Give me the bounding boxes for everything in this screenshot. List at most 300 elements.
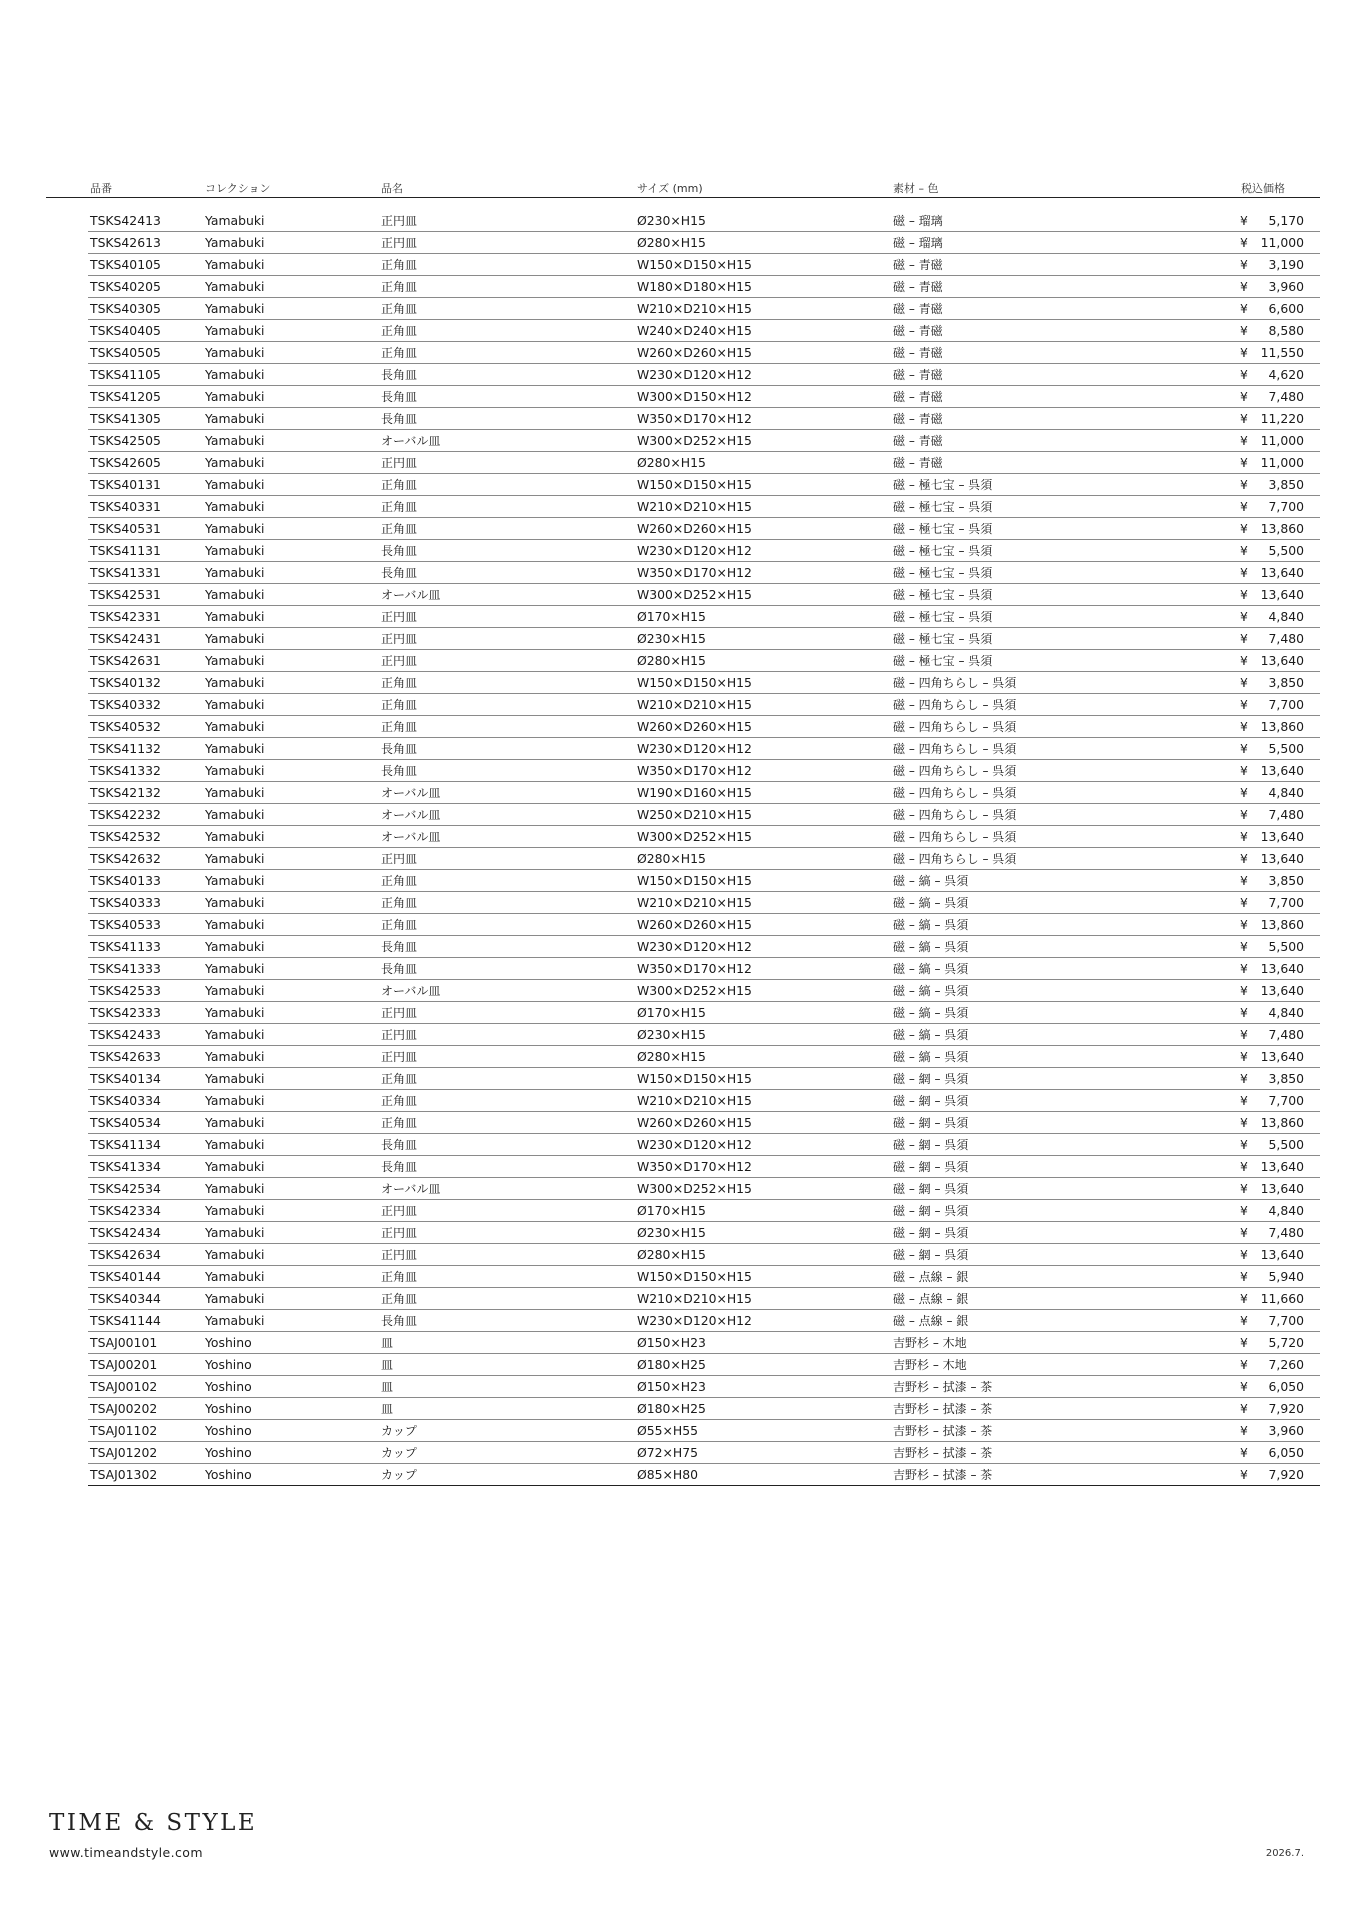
table-row	[0, 518, 1358, 540]
table-row	[0, 1046, 1358, 1068]
price: 13,640	[1260, 1247, 1304, 1262]
material-color: 磁 – 網 – 呉須	[893, 1226, 969, 1240]
product-name: 皿	[381, 1336, 394, 1350]
product-code: TSKS41333	[90, 961, 161, 976]
collection-name: Yamabuki	[205, 345, 265, 360]
material-color: 磁 – 網 – 呉須	[893, 1072, 969, 1086]
material-color: 磁 – 四角ちらし – 呉須	[893, 676, 1017, 690]
price: 11,000	[1260, 235, 1304, 250]
product-size: Ø85×H80	[637, 1467, 698, 1482]
product-size: W350×D170×H12	[637, 961, 752, 976]
price: 7,480	[1268, 1027, 1304, 1042]
material-color: 磁 – 網 – 呉須	[893, 1204, 969, 1218]
collection-name: Yoshino	[205, 1467, 252, 1482]
table-row	[0, 342, 1358, 364]
product-size: W230×D120×H12	[637, 367, 752, 382]
product-code: TSKS42631	[90, 653, 161, 668]
collection-name: Yamabuki	[205, 257, 265, 272]
product-size: W230×D120×H12	[637, 939, 752, 954]
material-color: 磁 – 青磁	[893, 390, 943, 404]
product-code: TSKS40534	[90, 1115, 161, 1130]
product-code: TSKS42531	[90, 587, 161, 602]
product-code: TSKS42632	[90, 851, 161, 866]
currency-symbol: ¥	[1240, 1071, 1248, 1086]
product-name: 長角皿	[381, 962, 418, 976]
product-name: 皿	[381, 1380, 394, 1394]
price: 7,700	[1268, 895, 1304, 910]
material-color: 磁 – 網 – 呉須	[893, 1116, 969, 1130]
material-color: 磁 – 青磁	[893, 434, 943, 448]
price: 4,620	[1268, 367, 1304, 382]
product-code: TSKS42132	[90, 785, 161, 800]
currency-symbol: ¥	[1240, 697, 1248, 712]
currency-symbol: ¥	[1240, 763, 1248, 778]
price: 5,500	[1268, 543, 1304, 558]
collection-name: Yamabuki	[205, 1181, 265, 1196]
table-row	[0, 672, 1358, 694]
material-color: 磁 – 瑠璃	[893, 236, 943, 250]
table-row	[0, 914, 1358, 936]
table-row	[0, 892, 1358, 914]
collection-name: Yamabuki	[205, 631, 265, 646]
collection-name: Yamabuki	[205, 367, 265, 382]
product-code: TSKS40331	[90, 499, 161, 514]
product-name: 正角皿	[381, 676, 418, 690]
product-code: TSKS42413	[90, 213, 161, 228]
price: 7,700	[1268, 1313, 1304, 1328]
brand-logo: TIME & STYLE	[49, 1810, 258, 1836]
collection-name: Yoshino	[205, 1335, 252, 1350]
material-color: 磁 – 青磁	[893, 368, 943, 382]
collection-name: Yamabuki	[205, 1137, 265, 1152]
product-name: 長角皿	[381, 412, 418, 426]
currency-symbol: ¥	[1240, 1203, 1248, 1218]
product-code: TSAJ00202	[90, 1401, 158, 1416]
material-color: 磁 – 四角ちらし – 呉須	[893, 720, 1017, 734]
product-size: Ø150×H23	[637, 1379, 706, 1394]
table-row	[0, 496, 1358, 518]
table-row	[0, 1024, 1358, 1046]
product-size: W230×D120×H12	[637, 543, 752, 558]
price: 11,000	[1260, 455, 1304, 470]
collection-name: Yamabuki	[205, 697, 265, 712]
currency-symbol: ¥	[1240, 851, 1248, 866]
product-name: 正円皿	[381, 632, 418, 646]
product-code: TSKS42333	[90, 1005, 161, 1020]
price: 13,640	[1260, 1159, 1304, 1174]
product-code: TSKS42532	[90, 829, 161, 844]
product-code: TSKS40334	[90, 1093, 161, 1108]
material-color: 吉野杉 – 木地	[893, 1336, 967, 1350]
currency-symbol: ¥	[1240, 917, 1248, 932]
currency-symbol: ¥	[1240, 1247, 1248, 1262]
product-size: W190×D160×H15	[637, 785, 752, 800]
price: 7,480	[1268, 389, 1304, 404]
collection-name: Yamabuki	[205, 411, 265, 426]
table-row	[0, 1288, 1358, 1310]
currency-symbol: ¥	[1240, 1313, 1248, 1328]
currency-symbol: ¥	[1240, 543, 1248, 558]
currency-symbol: ¥	[1240, 631, 1248, 646]
product-size: Ø55×H55	[637, 1423, 698, 1438]
material-color: 磁 – 青磁	[893, 280, 943, 294]
product-name: 正角皿	[381, 918, 418, 932]
product-size: W350×D170×H12	[637, 1159, 752, 1174]
product-code: TSKS42232	[90, 807, 161, 822]
product-code: TSKS40332	[90, 697, 161, 712]
price: 3,850	[1268, 477, 1304, 492]
collection-name: Yamabuki	[205, 521, 265, 536]
product-name: 正円皿	[381, 610, 418, 624]
table-row	[0, 540, 1358, 562]
product-size: W150×D150×H15	[637, 873, 752, 888]
material-color: 磁 – 網 – 呉須	[893, 1094, 969, 1108]
table-row	[0, 1266, 1358, 1288]
product-name: 正円皿	[381, 654, 418, 668]
product-code: TSAJ00201	[90, 1357, 158, 1372]
product-size: W350×D170×H12	[637, 565, 752, 580]
collection-name: Yamabuki	[205, 565, 265, 580]
product-size: W210×D210×H15	[637, 301, 752, 316]
price: 13,640	[1260, 1181, 1304, 1196]
currency-symbol: ¥	[1240, 521, 1248, 536]
table-row	[0, 716, 1358, 738]
product-name: 正円皿	[381, 456, 418, 470]
product-name: 正円皿	[381, 1248, 418, 1262]
price: 7,920	[1268, 1401, 1304, 1416]
table-row	[0, 1112, 1358, 1134]
product-code: TSAJ00102	[90, 1379, 158, 1394]
price: 6,050	[1268, 1379, 1304, 1394]
product-size: W260×D260×H15	[637, 521, 752, 536]
price: 4,840	[1268, 609, 1304, 624]
material-color: 磁 – 青磁	[893, 346, 943, 360]
collection-name: Yamabuki	[205, 587, 265, 602]
table-row	[0, 1376, 1358, 1398]
product-size: W260×D260×H15	[637, 345, 752, 360]
product-size: W300×D252×H15	[637, 587, 752, 602]
product-size: Ø280×H15	[637, 1049, 706, 1064]
product-name: 正角皿	[381, 1072, 418, 1086]
material-color: 磁 – 網 – 呉須	[893, 1138, 969, 1152]
product-size: W300×D150×H12	[637, 389, 752, 404]
header-divider	[46, 197, 1320, 198]
product-code: TSKS42334	[90, 1203, 161, 1218]
product-size: Ø280×H15	[637, 455, 706, 470]
material-color: 磁 – 点線 – 銀	[893, 1292, 969, 1306]
collection-name: Yamabuki	[205, 1159, 265, 1174]
price: 3,850	[1268, 675, 1304, 690]
material-color: 磁 – 極七宝 – 呉須	[893, 566, 993, 580]
product-name: 長角皿	[381, 940, 418, 954]
product-name: 正角皿	[381, 698, 418, 712]
material-color: 吉野杉 – 拭漆 – 茶	[893, 1402, 993, 1416]
table-row	[0, 562, 1358, 584]
table-row	[0, 870, 1358, 892]
product-name: オーバル皿	[381, 434, 441, 448]
table-row	[0, 1156, 1358, 1178]
price: 13,860	[1260, 1115, 1304, 1130]
price: 13,640	[1260, 829, 1304, 844]
material-color: 磁 – 網 – 呉須	[893, 1248, 969, 1262]
material-color: 磁 – 四角ちらし – 呉須	[893, 808, 1017, 822]
product-name: オーバル皿	[381, 984, 441, 998]
product-name: 正角皿	[381, 346, 418, 360]
product-name: オーバル皿	[381, 830, 441, 844]
product-name: 正角皿	[381, 478, 418, 492]
collection-name: Yamabuki	[205, 983, 265, 998]
collection-name: Yamabuki	[205, 675, 265, 690]
product-code: TSKS40405	[90, 323, 161, 338]
product-size: W350×D170×H12	[637, 763, 752, 778]
material-color: 磁 – 四角ちらし – 呉須	[893, 764, 1017, 778]
product-name: 正角皿	[381, 896, 418, 910]
product-size: W230×D120×H12	[637, 1313, 752, 1328]
collection-name: Yamabuki	[205, 851, 265, 866]
product-name: 長角皿	[381, 764, 418, 778]
currency-symbol: ¥	[1240, 1357, 1248, 1372]
product-name: 正角皿	[381, 874, 418, 888]
collection-name: Yamabuki	[205, 653, 265, 668]
currency-symbol: ¥	[1240, 345, 1248, 360]
product-code: TSKS41205	[90, 389, 161, 404]
table-row	[0, 408, 1358, 430]
product-size: W210×D210×H15	[637, 697, 752, 712]
material-color: 吉野杉 – 拭漆 – 茶	[893, 1468, 993, 1482]
currency-symbol: ¥	[1240, 741, 1248, 756]
product-code: TSKS40132	[90, 675, 161, 690]
currency-symbol: ¥	[1240, 609, 1248, 624]
material-color: 磁 – 極七宝 – 呉須	[893, 588, 993, 602]
collection-name: Yamabuki	[205, 301, 265, 316]
product-size: Ø280×H15	[637, 653, 706, 668]
collection-name: Yamabuki	[205, 1269, 265, 1284]
price: 13,860	[1260, 521, 1304, 536]
collection-name: Yamabuki	[205, 917, 265, 932]
price: 6,600	[1268, 301, 1304, 316]
price: 13,640	[1260, 851, 1304, 866]
product-code: TSKS42634	[90, 1247, 161, 1262]
product-size: W150×D150×H15	[637, 257, 752, 272]
material-color: 磁 – 縞 – 呉須	[893, 1028, 969, 1042]
product-name: 正角皿	[381, 280, 418, 294]
collection-name: Yamabuki	[205, 895, 265, 910]
table-row	[0, 1178, 1358, 1200]
collection-name: Yamabuki	[205, 433, 265, 448]
product-size: Ø230×H15	[637, 1027, 706, 1042]
collection-name: Yamabuki	[205, 543, 265, 558]
currency-symbol: ¥	[1240, 1115, 1248, 1130]
currency-symbol: ¥	[1240, 1269, 1248, 1284]
product-code: TSKS40333	[90, 895, 161, 910]
table-row	[0, 298, 1358, 320]
currency-symbol: ¥	[1240, 477, 1248, 492]
table-row	[0, 232, 1358, 254]
material-color: 吉野杉 – 木地	[893, 1358, 967, 1372]
currency-symbol: ¥	[1240, 389, 1248, 404]
product-size: Ø180×H25	[637, 1357, 706, 1372]
product-name: 長角皿	[381, 566, 418, 580]
product-code: TSAJ01102	[90, 1423, 158, 1438]
currency-symbol: ¥	[1240, 1027, 1248, 1042]
table-row	[0, 210, 1358, 232]
product-size: W150×D150×H15	[637, 477, 752, 492]
material-color: 磁 – 縞 – 呉須	[893, 896, 969, 910]
price: 3,190	[1268, 257, 1304, 272]
currency-symbol: ¥	[1240, 653, 1248, 668]
product-name: 正円皿	[381, 214, 418, 228]
table-row	[0, 936, 1358, 958]
collection-name: Yamabuki	[205, 873, 265, 888]
material-color: 磁 – 極七宝 – 呉須	[893, 478, 993, 492]
product-code: TSKS42533	[90, 983, 161, 998]
currency-symbol: ¥	[1240, 1049, 1248, 1064]
collection-name: Yamabuki	[205, 389, 265, 404]
collection-name: Yamabuki	[205, 1247, 265, 1262]
table-row	[0, 1420, 1358, 1442]
table-row	[0, 628, 1358, 650]
header-size: サイズ (mm)	[637, 182, 703, 195]
table-row	[0, 738, 1358, 760]
currency-symbol: ¥	[1240, 301, 1248, 316]
collection-name: Yamabuki	[205, 1027, 265, 1042]
product-name: 正円皿	[381, 1226, 418, 1240]
product-name: オーバル皿	[381, 786, 441, 800]
price: 5,940	[1268, 1269, 1304, 1284]
product-code: TSKS41331	[90, 565, 161, 580]
table-row	[0, 1310, 1358, 1332]
price: 11,550	[1260, 345, 1304, 360]
material-color: 磁 – 縞 – 呉須	[893, 874, 969, 888]
collection-name: Yamabuki	[205, 455, 265, 470]
price: 13,860	[1260, 719, 1304, 734]
product-code: TSKS42434	[90, 1225, 161, 1240]
product-name: 長角皿	[381, 742, 418, 756]
currency-symbol: ¥	[1240, 1137, 1248, 1152]
table-row	[0, 452, 1358, 474]
table-row	[0, 760, 1358, 782]
product-code: TSKS40533	[90, 917, 161, 932]
product-name: 正円皿	[381, 1050, 418, 1064]
product-size: Ø230×H15	[637, 1225, 706, 1240]
currency-symbol: ¥	[1240, 1335, 1248, 1350]
material-color: 磁 – 四角ちらし – 呉須	[893, 852, 1017, 866]
product-size: Ø280×H15	[637, 851, 706, 866]
currency-symbol: ¥	[1240, 1423, 1248, 1438]
product-size: Ø230×H15	[637, 631, 706, 646]
collection-name: Yamabuki	[205, 763, 265, 778]
currency-symbol: ¥	[1240, 983, 1248, 998]
material-color: 吉野杉 – 拭漆 – 茶	[893, 1424, 993, 1438]
collection-name: Yoshino	[205, 1379, 252, 1394]
product-code: TSKS41105	[90, 367, 161, 382]
collection-name: Yamabuki	[205, 279, 265, 294]
product-code: TSKS42613	[90, 235, 161, 250]
material-color: 磁 – 極七宝 – 呉須	[893, 522, 993, 536]
material-color: 磁 – 縞 – 呉須	[893, 1050, 969, 1064]
product-name: 正角皿	[381, 720, 418, 734]
collection-name: Yamabuki	[205, 961, 265, 976]
product-name: オーバル皿	[381, 588, 441, 602]
product-size: W260×D260×H15	[637, 1115, 752, 1130]
price: 7,480	[1268, 631, 1304, 646]
currency-symbol: ¥	[1240, 1005, 1248, 1020]
product-code: TSKS40205	[90, 279, 161, 294]
material-color: 磁 – 縞 – 呉須	[893, 940, 969, 954]
price: 11,000	[1260, 433, 1304, 448]
material-color: 磁 – 縞 – 呉須	[893, 984, 969, 998]
collection-name: Yamabuki	[205, 477, 265, 492]
price: 5,720	[1268, 1335, 1304, 1350]
product-code: TSAJ00101	[90, 1335, 158, 1350]
product-name: 正円皿	[381, 236, 418, 250]
product-code: TSAJ01302	[90, 1467, 158, 1482]
price: 7,920	[1268, 1467, 1304, 1482]
material-color: 磁 – 青磁	[893, 456, 943, 470]
table-row	[0, 1200, 1358, 1222]
product-code: TSKS40144	[90, 1269, 161, 1284]
product-size: Ø280×H15	[637, 1247, 706, 1262]
product-size: W210×D210×H15	[637, 499, 752, 514]
price: 7,480	[1268, 1225, 1304, 1240]
product-size: W150×D150×H15	[637, 1269, 752, 1284]
table-row	[0, 584, 1358, 606]
collection-name: Yamabuki	[205, 1291, 265, 1306]
product-size: Ø170×H15	[637, 1005, 706, 1020]
price: 4,840	[1268, 1005, 1304, 1020]
price: 4,840	[1268, 785, 1304, 800]
collection-name: Yoshino	[205, 1423, 252, 1438]
price: 13,640	[1260, 1049, 1304, 1064]
collection-name: Yamabuki	[205, 1093, 265, 1108]
product-size: W250×D210×H15	[637, 807, 752, 822]
product-size: W240×D240×H15	[637, 323, 752, 338]
table-row	[0, 650, 1358, 672]
product-code: TSKS42605	[90, 455, 161, 470]
table-row	[0, 386, 1358, 408]
table-row	[0, 1398, 1358, 1420]
table-row	[0, 1068, 1358, 1090]
collection-name: Yamabuki	[205, 609, 265, 624]
material-color: 吉野杉 – 拭漆 – 茶	[893, 1380, 993, 1394]
product-size: W260×D260×H15	[637, 917, 752, 932]
material-color: 磁 – 四角ちらし – 呉須	[893, 742, 1017, 756]
collection-name: Yamabuki	[205, 719, 265, 734]
product-name: 長角皿	[381, 1138, 418, 1152]
product-size: Ø230×H15	[637, 213, 706, 228]
table-row	[0, 364, 1358, 386]
table-row	[0, 1134, 1358, 1156]
currency-symbol: ¥	[1240, 829, 1248, 844]
product-code: TSKS42331	[90, 609, 161, 624]
collection-name: Yamabuki	[205, 1313, 265, 1328]
product-code: TSKS41334	[90, 1159, 161, 1174]
price: 13,640	[1260, 763, 1304, 778]
product-size: Ø280×H15	[637, 235, 706, 250]
product-name: 長角皿	[381, 1160, 418, 1174]
material-color: 磁 – 四角ちらし – 呉須	[893, 698, 1017, 712]
collection-name: Yamabuki	[205, 829, 265, 844]
header-name: 品名	[381, 182, 403, 195]
currency-symbol: ¥	[1240, 873, 1248, 888]
product-name: カップ	[381, 1468, 417, 1482]
product-code: TSKS42431	[90, 631, 161, 646]
price: 7,700	[1268, 499, 1304, 514]
product-code: TSAJ01202	[90, 1445, 158, 1460]
product-size: Ø170×H15	[637, 1203, 706, 1218]
product-name: 正角皿	[381, 1292, 418, 1306]
product-size: W210×D210×H15	[637, 895, 752, 910]
